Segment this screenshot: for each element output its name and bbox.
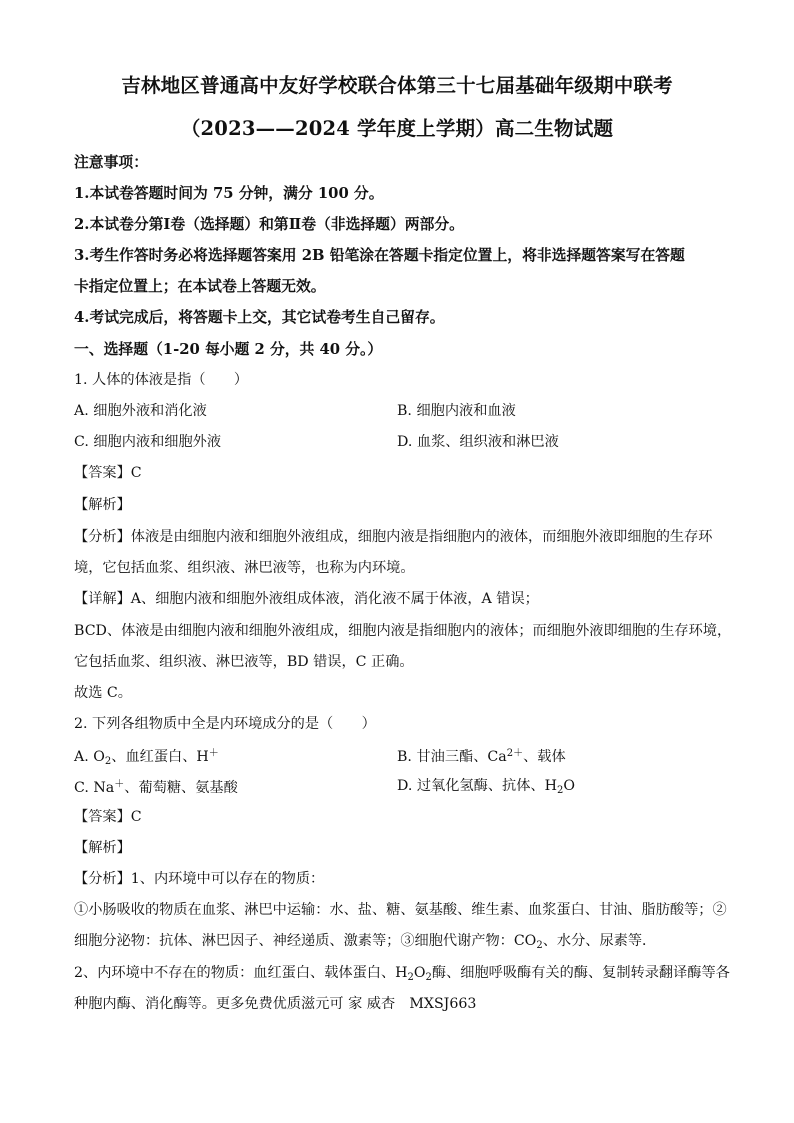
q2-fenxi-4: 2、内环境中不存在的物质：血红蛋白、载体蛋白、$H_2O_2$酶、细胞呼吸酶有关的酶、复制转录翻译酶等各: [74, 965, 730, 983]
q1-xiangjie-1: [74, 588, 539, 608]
notice-item-3-cont: 卡指定位置上；在本试卷上答题无效。: [74, 278, 326, 295]
q2-fenxi-1: [74, 868, 324, 888]
exam-subtitle: （2023——2024 学年度上学期）高二生物试题: [180, 117, 614, 140]
q1-option-c: C. 细胞内液和细胞外液: [74, 434, 222, 450]
q2-answer: [74, 806, 142, 826]
answer-tag: 【答案】: [74, 809, 131, 825]
q2-stem: 2. 下列各组物质中全是内环境成分的是（ ）: [74, 716, 376, 732]
fenxi-text: 1、内环境中可以存在的物质：: [130, 871, 325, 887]
q2-fenxi-5: 种胞内酶、消化酶等。更多免费优质滋元可 家 威杏 MXSJ663: [74, 996, 477, 1012]
q2-option-b: B. 甘油三酯、$Ca^{2+}$、载体: [397, 748, 566, 765]
xiangjie-tag: 【详解】: [74, 591, 131, 607]
answer-value: C: [130, 465, 142, 481]
answer-tag: 【答案】: [74, 465, 131, 481]
q1-stem: 1. 人体的体液是指（ ）: [74, 372, 249, 388]
q2-analysis-tag: 【解析】: [74, 840, 131, 856]
q1-xiangjie-2: BCD、体液是由细胞内液和细胞外液组成，细胞内液是指细胞内的液体；而细胞外液即细胞的生存环境，: [74, 623, 732, 639]
q2-option-c: C. Na＋、葡萄糖、氨基酸: [74, 779, 238, 796]
q1-answer: [74, 462, 142, 482]
exam-title: 吉林地区普通高中友好学校联合体第三十七届基础年级期中联考: [121, 74, 673, 97]
q1-option-b: B. 细胞内液和血液: [397, 403, 516, 419]
notice-heading: 注意事项：: [74, 154, 148, 171]
q1-option-d: D. 血浆、组织液和淋巴液: [397, 434, 559, 450]
notice-item-4: 4.考试完成后，将答题卡上交，其它试卷考生自己留存。: [74, 309, 445, 326]
q1-conclusion: 故选 C。: [74, 685, 132, 701]
q2-fenxi-3: 细胞分泌物：抗体、淋巴因子、神经递质、激素等；③细胞代谢产物：$CO_2$、水分、尿素等．: [74, 933, 657, 951]
fenxi-tag: 【分析】: [74, 529, 131, 545]
q1-option-a: A. 细胞外液和消化液: [74, 403, 207, 419]
answer-value: C: [130, 809, 142, 825]
q2-option-d: D. 过氧化氢酶、抗体、$H_2O$: [397, 778, 575, 796]
fenxi-text: 体液是由细胞内液和细胞外液组成，细胞内液是指细胞内的液体，而细胞外液即细胞的生存环: [130, 529, 713, 545]
section-heading: 一、选择题（1-20 每小题 2 分，共 40 分。）: [74, 341, 383, 358]
notice-item-3: 3.考生作答时务必将选择题答案用 2B 铅笔涂在答题卡指定位置上，将非选择题答案写在答题: [74, 247, 685, 264]
notice-item-2: 2.本试卷分第Ⅰ卷（选择题）和第Ⅱ卷（非选择题）两部分。: [74, 216, 464, 233]
q1-fenxi-2: 境，它包括血浆、组织液、淋巴液等，也称为内环境。: [74, 560, 415, 576]
q2-fenxi-2: ①小肠吸收的物质在血浆、淋巴中运输：水、盐、糖、氨基酸、维生素、血浆蛋白、甘油、脂肪酸等；②: [74, 902, 727, 918]
q1-xiangjie-3: 它包括血浆、组织液、淋巴液等，BD 错误，C 正确。: [74, 654, 414, 670]
notice-item-1: 1.本试卷答题时间为 75 分钟，满分 100 分。: [74, 185, 384, 202]
xiangjie-text: A、细胞内液和细胞外液组成体液，消化液不属于体液，A 错误；: [130, 591, 539, 607]
q2-option-a: A. $O_2$、血红蛋白、H＋: [74, 748, 219, 767]
fenxi-tag: 【分析】: [74, 871, 131, 887]
q1-fenxi-1: [74, 526, 712, 546]
q1-analysis-tag: 【解析】: [74, 497, 131, 513]
